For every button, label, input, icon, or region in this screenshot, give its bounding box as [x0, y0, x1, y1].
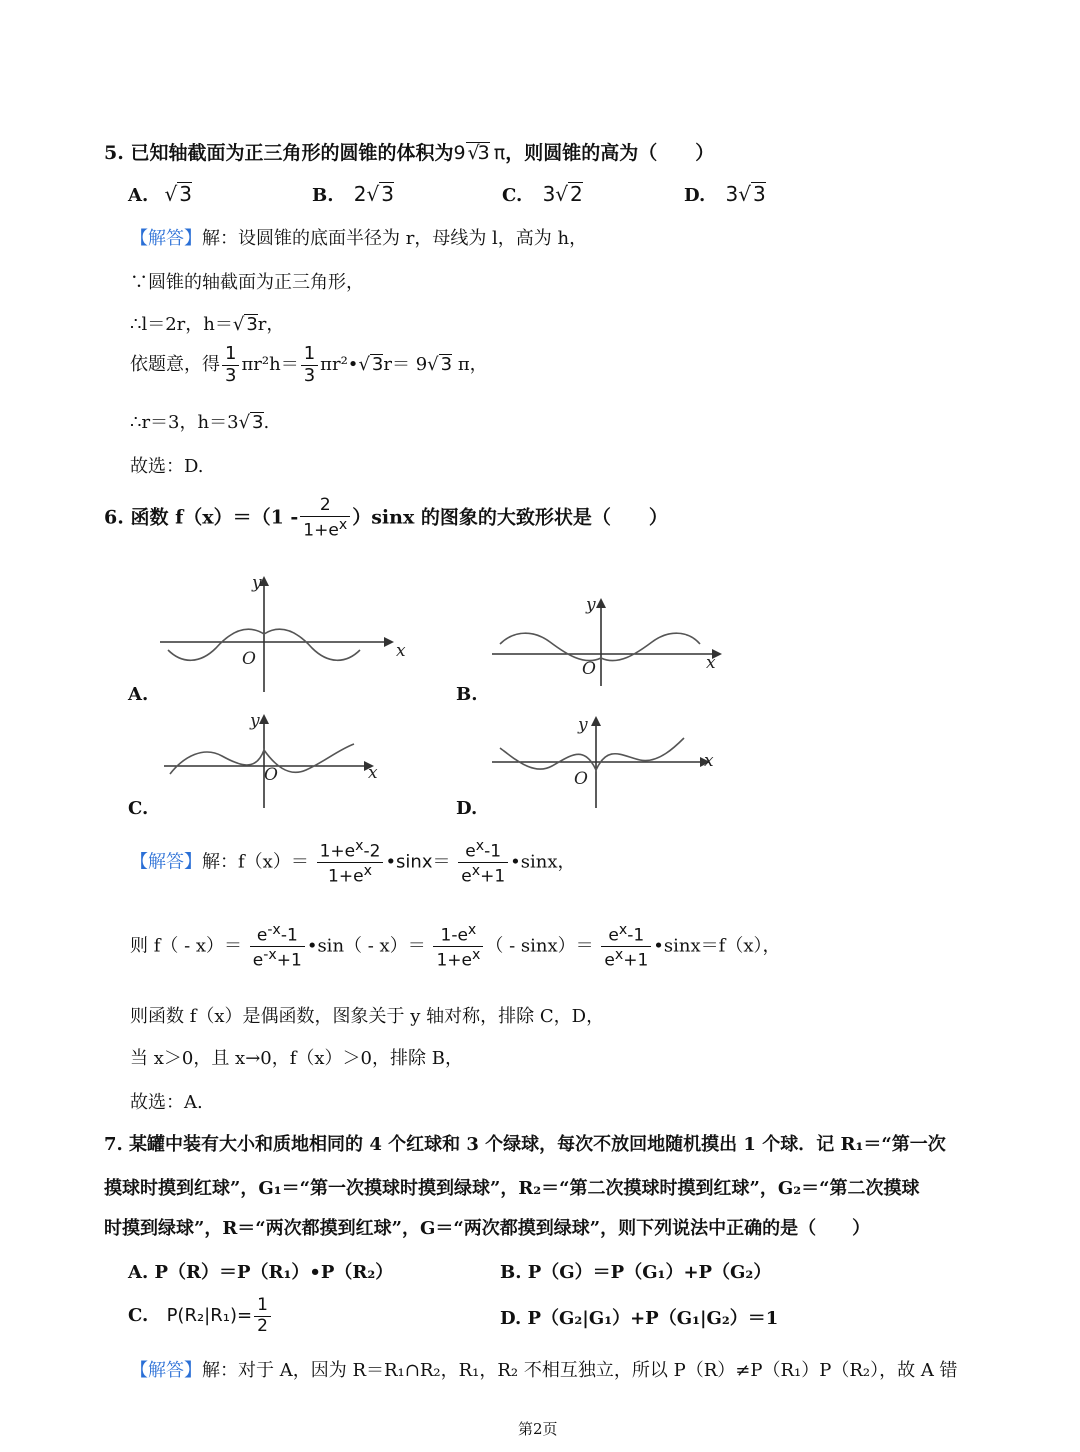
q6-stem: 6. 函数 f（x）＝（1 - $\frac{2}{1+e^x}$ ）sinx 的图象的大致形状是（ ）: [104, 495, 668, 541]
q6-solution-line-3: 则函数 f（x）是偶函数，图象关于 y 轴对称，排除 C，D，: [130, 1006, 605, 1027]
q7-stem-line-1: 7. 某罐中装有大小和质地相同的 4 个红球和 3 个绿球，每次不放回地随机摸出 1 个球．记 R₁＝“第一次: [104, 1134, 946, 1155]
graph-b-origin-label: O: [582, 659, 596, 679]
graph-c-y-arrow: [259, 714, 269, 724]
graph-a-origin-label: O: [242, 649, 256, 669]
q5-stem: 5. 已知轴截面为正三角形的圆锥的体积为9 √3 π，则圆锥的高为（ ）: [104, 142, 715, 164]
q5-solution-line-3: ∴l＝2r，h＝√ 3r，: [130, 314, 285, 335]
q5-option-d: D. 3√ 3: [684, 182, 766, 206]
graph-a-x-label: x: [396, 641, 406, 661]
q5-solution-line-2: ∵圆锥的轴截面为正三角形，: [130, 272, 364, 293]
graph-b-y-arrow: [596, 598, 606, 608]
q7-stem-line-2: 摸球时摸到红球”，G₁＝“第一次摸球时摸到绿球”，R₂＝“第二次摸球时摸到红球”，G₂＝“第二次摸球: [104, 1178, 920, 1199]
q7-option-a: A. P（R）＝P（R₁）•P（R₂）: [128, 1262, 394, 1283]
graph-a: [160, 572, 406, 697]
q7-option-c: C. P(R₂|R₁)= $\frac{1}{2}$: [128, 1296, 273, 1336]
q7-option-d: D. P（G₂|G₁）+P（G₁|G₂）＝1: [500, 1308, 779, 1329]
graph-d-origin-label: O: [574, 769, 588, 789]
q5-option-b: B. 2√ 3: [312, 182, 394, 206]
answer-tag: 【解答】: [130, 228, 202, 249]
graph-b-label: B.: [456, 684, 478, 705]
graph-b-curve: [500, 633, 700, 660]
graph-b-x-label: x: [706, 653, 716, 673]
q6-solution-line-1: 【解答】解：f（x）＝ $\frac{1+e^x-2}{1+e^x}$ •sinx＝ $\frac{e^x-1}{e^x+1}$ •sinx，: [130, 838, 576, 887]
graph-b-y-label: y: [586, 595, 596, 615]
graph-d-label: D.: [456, 798, 478, 819]
graph-c-x-label: x: [368, 763, 378, 783]
q7-solution-line-1: 【解答】解：对于 A，因为 R＝R₁∩R₂，R₁，R₂ 不相互独立，所以 P（R）≠P（R₁）P（R₂），故 A 错: [130, 1360, 958, 1381]
graph-d: [488, 708, 728, 813]
q7-stem-line-3: 时摸到绿球”，R＝“两次都摸到红球”，G＝“两次都摸到绿球”，则下列说法中正确的是（ ）: [104, 1218, 871, 1239]
q6-solution-line-2: 则 f（ - x）＝ $\frac{e^{-x}-1}{e^{-x}+1}$ •sin（ - x）＝ $\frac{1-e^x}{1+e^x}$ （ - sinx）＝ $\frac{e^x-1}{e^x+1}$ •sinx＝f（x），: [130, 922, 781, 971]
graph-c-y-label: y: [250, 711, 260, 731]
q5-option-a: A. √ 3: [128, 182, 192, 206]
graph-d-y-label: y: [578, 715, 588, 735]
q6-solution-line-4: 当 x＞0，且 x→0，f（x）＞0，排除 B，: [130, 1048, 463, 1069]
graph-c-label: C.: [128, 798, 149, 819]
graph-c: [160, 706, 400, 811]
graph-a-label: A.: [128, 684, 149, 705]
graph-a-y-label: y: [252, 573, 262, 593]
q5-solution-line-6: 故选：D.: [130, 456, 204, 477]
page-number: 第2页: [518, 1420, 558, 1438]
graph-d-y-arrow: [591, 716, 601, 726]
graph-d-x-label: x: [704, 751, 714, 771]
answer-tag: 【解答】: [130, 851, 202, 873]
graph-b: [488, 592, 728, 692]
q5-solution-line-4: 依题意，得 $\frac{1}{3}$ πr²h＝ $\frac{1}{3}$ πr²•√ 3r＝ 9√ 3 π，: [130, 343, 488, 386]
q5-option-c: C. 3√ 2: [502, 182, 583, 206]
q7-option-b: B. P（G）＝P（G₁）+P（G₂）: [500, 1262, 772, 1283]
graph-c-origin-label: O: [264, 765, 278, 785]
graph-c-curve: [170, 744, 354, 774]
graph-d-curve: [500, 738, 684, 770]
q5-solution-line-1: 【解答】解：设圆锥的底面半径为 r，母线为 l，高为 h，: [130, 228, 588, 249]
q5-solution-line-5: ∴r＝3，h＝3√ 3.: [130, 412, 270, 433]
answer-tag: 【解答】: [130, 1360, 202, 1381]
q6-solution-line-5: 故选：A.: [130, 1092, 203, 1113]
graph-a-x-arrow: [384, 637, 394, 647]
